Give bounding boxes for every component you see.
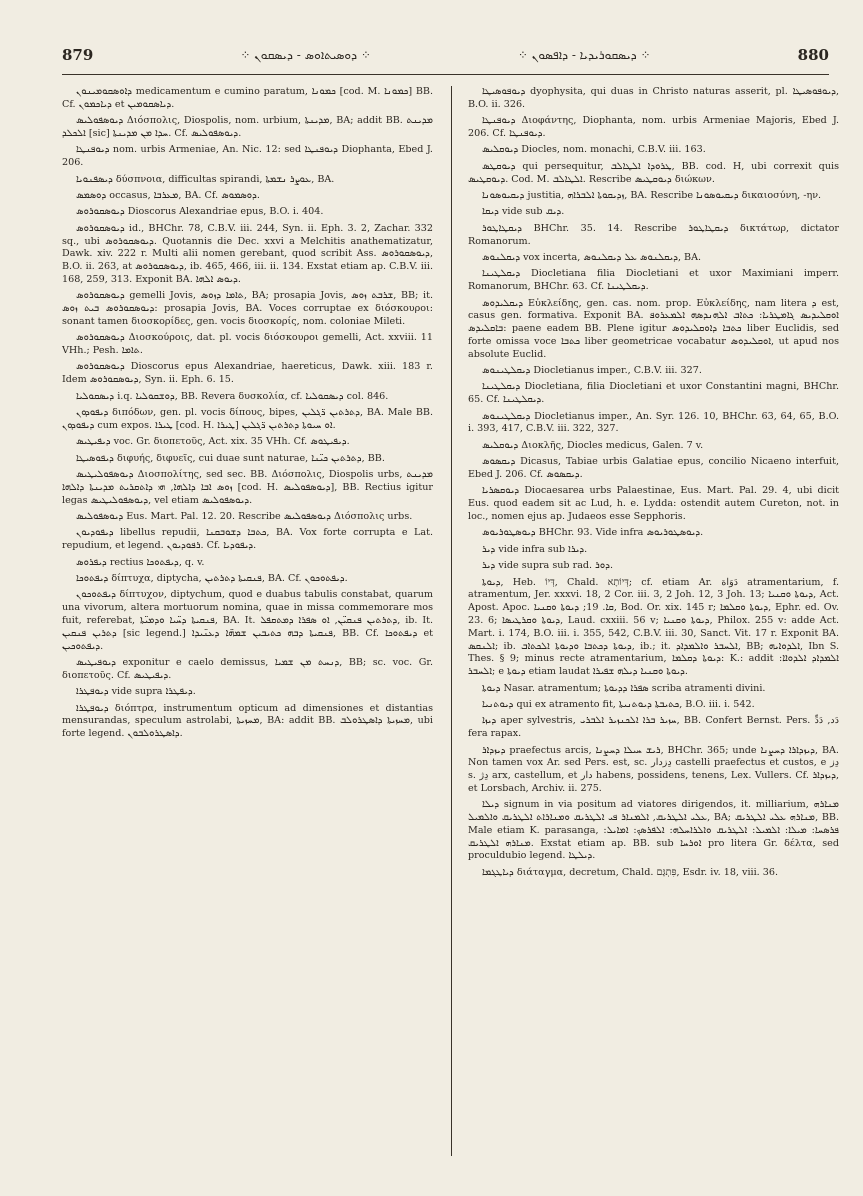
- dictionary-entry: ܕܝܩܠܛܝܢܐ Diocletiana filia Diocletiani et uxor Maximiani imperr. Romanorum, BHChr. 63. Cf. ܕܝܩܠܛܝܢܐ.: [468, 268, 839, 293]
- dictionary-entry: ܕܝܘܣܩܘܪܘܣ Dioscorus epus Alexandriae, haereticus, Dawk. xiii. 183 r. Idem ܕܝܘܣܩܘܪܘܣ, Syn. ii. Eph. 6. 15.: [62, 361, 433, 386]
- dictionary-entry: ܕܝܘܦܛܪܐ διόπτρα, instrumentum opticum ad dimensiones et distantias mensurandas, speculum astrolabi, ܡܚܙܝܬܐ, BA: addit BB. ܡܚܙܝܬܐ ܕܐܣܛܪܘܠܒ, ubi forte legend. ܕܐܣܛܪܘܠܒܘܢ.: [62, 702, 433, 740]
- dictionary-entry: ܕܝܘܬܐ Nasar. atramentum; ܣܦܪܐ ܕܕܝܘܬܐ scriba atramenti divini.: [482, 682, 766, 694]
- dictionary-entry: ܕܝܘܩܛܣ qui persequitur, ܛܪܘܕܐ ܐܠܛܐܠܒ, BB. cod. H, ubi correxit quis ܕܝܘܩܛܝܣ. Cod. M. ܐܠܛܐܠܒ. Rescribe ܕܝܘܩܛܝܣ διώκων.: [468, 160, 839, 185]
- dictionary-entry: ܕܝܩܠܛܝܢܘܣ Diocletianus imper., C.B.V. iii. 327.: [482, 365, 702, 377]
- dictionary-entry: ܕܝܘܬܐ, Heb. דְּיוֹ, Chald. דְּיוֹתָא; cf. etiam Ar. دَوَاة atramentarium, f. atramentum, Jer. xxxvi. 18, 2 Cor. iii. 3, 2 Joh. 12, 3 Joh. 13; ܕܝܘܬܐ ܘܩܢܝܐ, Act. Apost. Apoc. ܩܐ. 19; ܕܝܘܬܐ ܘܩܢܝܐ, Bod. Or. xix. 145 r; ܕܝܘܬܐ ܘܩܠܡܐ, Ephr. ed. Ov. 23. 6; ܕܝܘܬܐ ܘܩܪܛܝܣܐ, Laud. cxxiii. 56 v; ܕܝܘܬܐ ܘܩܢܝܐ, Philox. 255 v: adde Act. Mart. i. 174, B.O. iii. i. 355, 542, C.B.V. iii. 30, Sanct. Vit. 17 r. Exponit BA. ܐܠܢܩܣ; ib. ܕܝܘܬܐ ܕܟܬܒܐ ܘܕܝܘܬܐ ܐܠܟܬܐܒ, ib.; it. ܐܠܚܒܪ ܘܐܠܡܕܐܕ, BB; ܐܠܕܘܐܝܗ, Ibn S. Thes. § 9; minus recte atramentarium, ܕܝܘܬܐ ܕܩܠܡܐ: K.: addit ܐܠܡܕܐܕ ܐܠܕܘܐܐ: ܐܠܚܒܪ; e ܕܝܘܬܐ etiam laudat ܕܝܘܬܐ ܘܩܢܝܐ ܕܝܠܗ ܫܦܝܪܐ.: [468, 576, 839, 678]
- dictionary-entry: ܕܝܩܝܘܣܘܢܐ justitia, ܙܕܝܩܘܬܐ ܐܠܒܪܐܗ, BA. Rescribe ܕܝܩܝܘܣܘܢܐ δικαιοσύνη, -ην.: [482, 189, 822, 201]
- dictionary-entry: ܕܝܠܐ signum in via positum ad viatores dirigendos, it. milliarium, ܡܢܐܪܗ ܥܠܝ ܐܠܛܪܝܩ, ܐܠܡܢܐܪ ܦܝ ܐܠܛܪܝܩ ܘܡܢܐܪܐܬ ܐܠܛܪܝܩ ܘܐܠܡܝܠ, BA; ܡܢܐܪܗ ܥܠܝ ܐܠܛܪܝܩ, BB. Male etiam K. parasanga, ܦܪܣܚܐ: ܡܝܠܐ: ܐܠܡܝܠ: ܐܠܛܪܝܩ ܘܐܠܪܐܚܠܗ: ܐܠܦܪܣܟ: ܐܡܐܝܠ: ܡܢܐܪܗ ܐܠܛܪܝܩ. Exstat etiam ap. BB. sub ܐܘܪܚܐ pro litera Gr. δέλτα, sed proculdubio legend. ܕܝܠܛܐ.: [468, 799, 839, 862]
- dictionary-entry: ܕܝܘܦܝܛܝܣ exponitur e caelo demissus, ܕܢܚܬ ܡܢ ܫܡܝܐ, BB; sc. voc. Gr. διοπετοῦς. Cf. ܕܝܦܝܛܝܣ.: [62, 656, 433, 681]
- dictionary-entry: ܕܝܦܬܘܟܘܢ δίπτυχον, diptychum, quod e duabus tabulis constabat, quarum una vivorum, altera mortuorum nomina, quae in missa commemorare mos fuit, referebat, ܦܢܩܝܬܐ ܕܚ̈ܝܐ ܘܕܡܝ̈ܬܐ, BA. It. ܕܬܪܬܝܢ ܦܢܩܝ̈ܢ, ܐܘ ܣܦܪܐ ܕܡܬܩܦܠ, ib. It. ܕܬܪܝܢ ܦܢܩܝܢ [sic legend.] ܦܢܩܝܬܐ ܕܒܗ ܟܬܝܒܝܢ ܫܡܗ̈ܐ ܕܥܢ̈ܝܕܐ, BB. Cf. ܕܝܦܬܘܟܐ et ܕܝܦܬܘܟܝܢ.: [62, 589, 433, 652]
- dictionary-entry: ܕܝܘܣܦܘܠܝܣ Eus. Mart. Pal. 12. 20. Rescribe ܕܝܘܣܦܘܠܝܣ Διόσπολις urbs.: [76, 511, 413, 523]
- dictionary-entry: ܕܝܦܘܣܝܛܐ διφυής, διφυεῖς, cui duae sunt naturae, ܕܬܪܬܝܢ ܟܝ̈ܢܐ, BB.: [76, 452, 385, 464]
- dictionary-entry: ܕܝܘܣܩܘܪܘܣ Dioscorus Alexandriae epus, B.O. i. 404.: [76, 206, 324, 218]
- dictionary-entry: ܕܝܦܪܘܣ rectius ܕܝܦܬܘܟܐ, q. v.: [76, 556, 205, 568]
- dictionary-entry: ܕܝܘܦܛܪܐ vide supra ܕܝܦܛܪܐ.: [76, 686, 196, 698]
- dictionary-entry: ܕܝܙܐ aper sylvestris, ܚܙܝܪ ܒܪܐ ܐܠܟܢܙܝܪ ܐܠܒܪܝ, BB. Confert Bernst. Pers. دَد, دَدِّ fera rapax.: [468, 715, 839, 740]
- column-divider: [451, 86, 452, 1156]
- dictionary-entry: ܕܝܙܕܐܪ praefectus arcis, ܪܝܫ ܚܝܠܐ ܕܚܨܢܐ, BHChr. 365; unde ܕܝܙܕܐܪܐ ܕܚܨܢܐ, BA. Non tamen vox Ar. sed Pers. est, sc. دِزدار castelli praefectus et custos, e دِز s. دِژ arx, castellum, et دار habens, possidens, tenens, Lex. Vullers. Cf. ܕܝܙܕܐܪ, et Lorsbach, Archiv. ii. 275.: [468, 744, 839, 794]
- left-running-title: ⁘ ܕܘܣܝܬܐܘܣ - ܕܝܣܩܘܢ ⁘: [240, 47, 371, 62]
- dictionary-entry: ܕܝܪ vide supra sub rad. ܕܘܪ.: [482, 560, 613, 572]
- right-page-number: 880: [797, 46, 829, 64]
- dictionary-entry: ܕܝܪ vide infra sub ܕܝܪܐ.: [482, 543, 588, 555]
- dictionary-entry: ܕܝܘܦܢܛܐ nom. urbis Armeniae, An. Nic. 12: sed ܕܝܘܦܢܛܐ Diophanta, Ebed J. 206.: [62, 144, 433, 169]
- right-running-title: ⁘ ܕܝܣܩܘܪܝܕܝܐ - ܕܐܦܣܘܢ ⁘: [517, 47, 651, 62]
- dictionary-entry: ܕܝܣܦܢܘܝܐ δύσπνοια, difficultas spirandi, ܥܘܨܪ ܢܫܡܬܐ, BA.: [76, 173, 335, 185]
- dictionary-entry: ܕܝܘܣܩܘܪܘܣ id., BHChr. 78, C.B.V. iii. 244, Syn. ii. Eph. 3. 2, Zachar. 332 sq., ubi ܕܝܘܣܩܘܪܘܣ. Quotannis die Dec. xxvi a Melchitis anathematizatur, Dawk. xiv. 222 r. Multi alii nomen gerebant, quod scribit Ass. ܕܝܘܣܩܘܪܘܣ, B.O. ii. 263, at ܕܝܘܣܩܘܪܘܣ, ib. 465, 466, iii. ii. 134. Exstat etiam ap. C.B.V. iii. 168, 259, 313. Exponit BA. ܕܝܘܣ ܐܠܗܐ.: [62, 222, 433, 285]
- dictionary-entry: ܕܝܘܬܢܝܐ qui ex atramento fit, ܟܬܝܒܬܐ ܕܝܘܬܢܝܬܐ, B.O. iii. i. 542.: [482, 698, 755, 710]
- dictionary-entry: ܕܝܩܣܘܣ Dicasus, Tabiae urbis Galatiae epus, concilio Nicaeno interfuit, Ebed J. 206. Cf. ܕܝܩܣܘܣ.: [468, 456, 839, 481]
- dictionary-entry: ܕܝܘܣܦܘܠܝܣ Διόσπολις, Diospolis, nom. urbium, ܡܕܝܢܬܐ, BA; addit BB. ܡܕܝܢܬ ܐܠܟܠܕ [sic] ܚܕܐ ܡܢ ܡܕܝܢܬܐ. Cf. ܕܝܘܣܦܘܠܝܣ.: [62, 115, 433, 139]
- dictionary-entry: ܕܝܦܘܕܝܘܢ libellus repudii, ܟܬܒܐ ܕܫܘܒܩܢܐ, BA. Vox forte corrupta e Lat. repudium, et legend. ܪܦܘܕܝܘܢ. Cf. ܕܝܦܘܕܝܐ.: [62, 527, 433, 552]
- left-column: [62, 86, 433, 1156]
- dictionary-entry: ܕܝܩܠܝܕܘܣ Εὐκλείδης, gen. cas. nom. prop. Εὐκλείδης, nam litera ܕ est, casus gen. formativa. Exponit BA. ܐܘܩܠܝܕܝܣ ܓܐܡܛܪܝܐ: ܟܬܐܒ ܐܠܗܢܕܣܗ ܐܠܡܥܪܘܦ ܒܐܩܠܝܕܣ: paene eadem BB. Plene igitur ܟܬܒܐ ܕܐܘܩܠܝܕܘܣ liber Euclidis, sed forte omissa voce ܟܬܒܐ liber geometricae vocabatur ܐܘܩܠܝܕܘܣ, ut apud nos absolute Euclid.: [468, 297, 839, 360]
- header-rule: [62, 74, 829, 75]
- dictionary-entry: ܕܝܘܣܩܘܪܘܣ gemelli Jovis, ܬܐܡܐ ܕܙܘܣ, BA; prosapia Jovis, ܫܪܒܬ ܙܘܣ, BB; it. ܕܝܘܣܩܘܪܘܣ ܒܝܬ ܙܘܣ: prosapia Jovis, BA. Voces corruptae ex διόσκουροι: sonant tamen διοσκορίδες, gen. vocis διοσκορίς, nom. coloniae Mileti.: [62, 290, 433, 327]
- dictionary-entry: ܕܘܣܡܣ occasus, ܡܥܪܒܐ, BA. Cf. ܕܘܣܡܘܣ.: [76, 189, 260, 201]
- dictionary-entry: ܕܝܩܐ vide sub ܕܝܩ.: [482, 206, 565, 218]
- right-column: [468, 86, 839, 1156]
- dictionary-entry: ܕܝܣܩܘܠܝܐ i.q. ܕܘܫܩܘܠܝܐ, BB. Revera δυσκολία, cf. ܕܝܣܩܘܠܝܐ col. 846.: [76, 390, 389, 402]
- left-page-number: 879: [62, 46, 94, 64]
- dictionary-entry: ܕܝܘܩܣܪܝܐ Diocaesarea urbs Palaestinae, Eus. Mart. Pal. 29. 4, ubi dicit Eus. quod eadem sit ac Lud, h. e. Lydda: ostendit autem Cureton, not. in loc., nomen ejus ap. Judaeos esse Sepphoris.: [468, 485, 839, 523]
- dictionary-entry: ܕܝܘܣܩܘܪܘܣ Διοσκούροις, dat. pl. vocis διόσκουροι gemelli, Act. xxviii. 11 VHh.; Pesh. ܬܐܡܐ.: [62, 332, 433, 357]
- dictionary-entry: ܕܝܘܩܠܝܣ Διοκλῆς, Diocles medicus, Galen. 7 v.: [482, 439, 704, 451]
- dictionary-entry: ܕܝܘܣܛܘܪܝܘܣ BHChr. 93. Vide infra ܕܝܘܣܛܘܪܝܘܣ.: [482, 527, 704, 539]
- dictionary-entry: ܕܝܘܦܢܛܐ Διοφάντης, Diophanta, nom. urbis Armeniae Majoris, Ebed J. 206. Cf. ܕܝܘܦܢܛܐ.: [468, 115, 839, 139]
- dictionary-entry: ܕܝܘܩܠܝܣ Diocles, nom. monachi, C.B.V. iii. 163.: [482, 144, 706, 156]
- dictionary-entry: ܕܝܩܛܐܛܘܪ BHChr. 35. 14. Rescribe ܕܝܩܛܐܛܘܪ δικτάτωρ, dictator Romanorum.: [468, 222, 839, 247]
- dictionary-entry: ܕܝܩܠܛܝܢܘܣ Diocletianus imper., An. Syr. 126. 10, BHChr. 63, 64, 65, B.O. i. 393, 417, C.B.V. iii. 322, 327.: [468, 410, 839, 435]
- dictionary-entry: ܕܝܦܝܛܝܣ voc. Gr. διοπετοῦς, Act. xix. 35 VHh. Cf. ܕܝܦܝܛܘܣ.: [76, 436, 350, 448]
- dictionary-entry: ܕܐܘܣܩܘܡܝܢܘܢ medicamentum e cumino paratum, ܟܡܘܢܐ [cod. M. ܟܡܘܢܐ] BB. Cf. ܕܝܐܟܡܘܢ et ܕܝܐܣܩܘܡܝܢ.: [62, 86, 433, 110]
- dictionary-entry: ܕܝܦܬܘܟܐ δίπτυχα, diptycha, ܦܢܩܝܬܐ ܕܬܪܬܝܢ, BA. Cf. ܕܝܦܬܘܟܘܢ.: [76, 572, 348, 584]
- dictionary-entry: ܕܝܩܠܢܘܣ vox incerta, ܕܝܩܠܢܘܣ ܥܠ ܕܝܩܠܢܘܣ, BA.: [482, 251, 702, 263]
- dictionary-entry: ܕܝܦܘܕܘܢ διπόδων, gen. pl. vocis δίπους, bipes, ܕܬܪܬܝܢ ܪ̈ܓܠܝܢ, BA. Male BB. ܕܝܦܘܕܘܢ cum expos. ܛܝܪܐ [cod. H. ܛܝܪܐ] ܐܘ ܚܝܘܬܐ ܕܬܪܬܝܢ ܪ̈ܓܠܝܢ.: [62, 407, 433, 431]
- dictionary-entry: ܕܝܩܠܛܝܢܐ Diocletiana, filia Diocletiani et uxor Constantini magni, BHChr. 65. Cf. ܕܝܩܠܛܝܢܐ.: [468, 381, 839, 406]
- dictionary-entry: ܕܝܐܛܓܡܐ διάταγμα, decretum, Chald. פִּתְגָּם, Esdr. iv. 18, viii. 36.: [482, 866, 779, 878]
- dictionary-entry: ܕܝܘܦܘܣܝܛܐ dyophysita, qui duas in Christo naturas asserit, pl. ܕܝܘܦܘܣܝܛܐ, B.O. ii. 326.: [468, 86, 839, 110]
- page-header: [62, 40, 829, 70]
- dictionary-entry: ܕܝܘܣܦܘܠܝܛܝܣ Διοσπολίτης, sed sec. BB. Διόσπολις, Diospolis urbs, ܡܕܝܢܬ ܙܘܣ ܐܒܐ ܕܐܠܗܐ, ܗܝ ܕܐܬܩܪܝܬ ܡܕܝܢܬܐ ܕܐܠܗܐ [cod. H. ܕܝܘܣܦܘܠܝܣ], BB. Rectius igitur legas ܕܝܘܣܦܘܠܝܛܝܣ, vel etiam ܕܝܘܣܦܘܠܝܣ.: [62, 469, 433, 506]
